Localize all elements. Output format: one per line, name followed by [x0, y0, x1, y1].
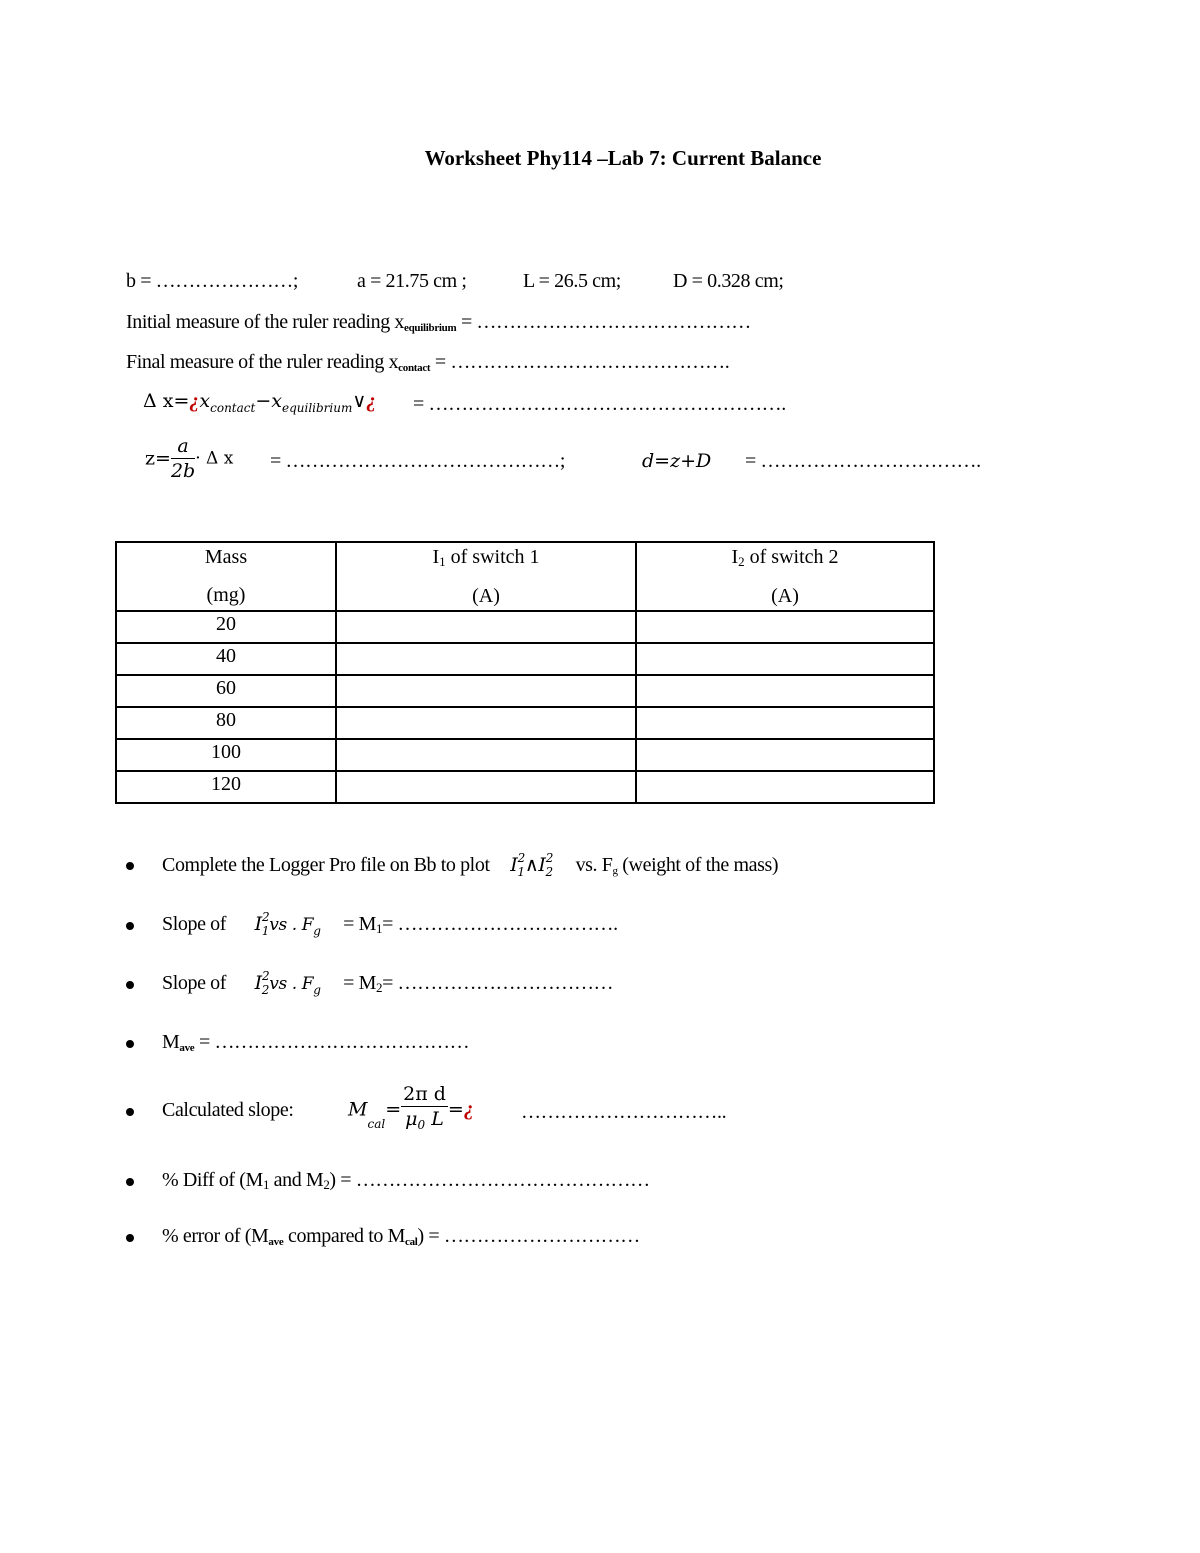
- delta-x-blank: = ……………………………………………….: [413, 393, 786, 415]
- mass-cell: 80: [116, 707, 336, 739]
- bullet-percent-error: % error of ($M_{ave}$ compared to $M_{cal}$) = …………………………: [162, 1225, 640, 1248]
- z-fraction: $\frac{a}{2b}$: [170, 435, 196, 482]
- initial-measure-line: Initial measure of the ruler reading $x_{equilibrium}$ = ……………………………………: [126, 311, 751, 334]
- given-b: b = …………………;: [126, 270, 299, 292]
- delta-x-formula: Δ $x=¿x_{contact}-x_{equilibrium}\vee¿$: [143, 390, 377, 415]
- i1-input-cell[interactable]: [336, 643, 636, 675]
- mass-cell: 120: [116, 771, 336, 803]
- bullet-icon: [126, 862, 134, 870]
- i2-input-cell[interactable]: [636, 611, 934, 643]
- bullet-icon: [126, 1108, 134, 1116]
- i2-input-cell[interactable]: [636, 771, 934, 803]
- final-measure-line: Final measure of the ruler reading $x_{contact}$ = …………………………………….: [126, 351, 730, 374]
- mass-cell: 40: [116, 643, 336, 675]
- worksheet-title: Worksheet Phy114 –Lab 7: Current Balance: [424, 146, 822, 170]
- calculated-slope-blank: …………………………..: [521, 1101, 727, 1123]
- mass-current-table: [115, 541, 935, 804]
- slope-fraction: $\frac{\text{2π d}}{\mu_0 L}$: [403, 1083, 446, 1132]
- table-row: [116, 675, 934, 707]
- i1-input-cell[interactable]: [336, 771, 636, 803]
- given-a: a = 21.75 cm ;: [357, 270, 467, 292]
- i1-input-cell[interactable]: [336, 739, 636, 771]
- header-i1: I1 of switch 1 (A): [336, 542, 636, 611]
- z-formula: z= $\frac{a}{2b}$ · Δ x: [145, 435, 234, 482]
- bullet-icon: [126, 981, 134, 989]
- bullet-logger-pro: Complete the Logger Pro file on Bb to plot $I_1^2\wedge I_2^2$ vs. $F_g$ (weight of the mass): [162, 851, 779, 879]
- table-header-row: [116, 542, 934, 611]
- header-mass: Mass (mg): [116, 542, 336, 611]
- i1-input-cell[interactable]: [336, 707, 636, 739]
- bullet-icon: [126, 1040, 134, 1048]
- bullet-percent-diff: % Diff of (M1 and M2) = ………………………………………: [162, 1169, 650, 1192]
- mass-cell: 60: [116, 675, 336, 707]
- table-row: [116, 707, 934, 739]
- i2-input-cell[interactable]: [636, 675, 934, 707]
- d-blank: = …………………………….: [745, 450, 981, 472]
- bullet-icon: [126, 1178, 134, 1186]
- bullet-icon: [126, 1234, 134, 1242]
- table-row: [116, 611, 934, 643]
- table-row: [116, 739, 934, 771]
- bullet-calculated-slope-label: Calculated slope:: [162, 1099, 294, 1121]
- given-L: L = 26.5 cm;: [523, 270, 621, 292]
- table-row: [116, 643, 934, 675]
- i1-input-cell[interactable]: [336, 675, 636, 707]
- header-i2: I2 of switch 2 (A): [636, 542, 934, 611]
- i2-input-cell[interactable]: [636, 707, 934, 739]
- i2-input-cell[interactable]: [636, 739, 934, 771]
- table-row: [116, 771, 934, 803]
- i2-input-cell[interactable]: [636, 643, 934, 675]
- bullet-slope-m2: Slope of $I_2^2vs$ . $F_g = M2=$ ……………………………: [162, 969, 614, 997]
- given-D: D = 0.328 cm;: [673, 270, 784, 292]
- bullet-icon: [126, 922, 134, 930]
- bullet-m-ave: $M_{ave}$ = …………………………………: [162, 1031, 470, 1054]
- i1-input-cell[interactable]: [336, 611, 636, 643]
- d-formula: d=z+D: [642, 450, 712, 472]
- z-blank: = ……………………………………;: [270, 450, 566, 472]
- mass-cell: 100: [116, 739, 336, 771]
- bullet-slope-m1: Slope of $I_1^2vs$ . $F_g = M1=$ …………………………….: [162, 910, 618, 938]
- mass-cell: 20: [116, 611, 336, 643]
- calculated-slope-formula: $M_{cal}=$ $\frac{\text{2π d}}{\mu_0 L}$ =¿: [348, 1082, 474, 1137]
